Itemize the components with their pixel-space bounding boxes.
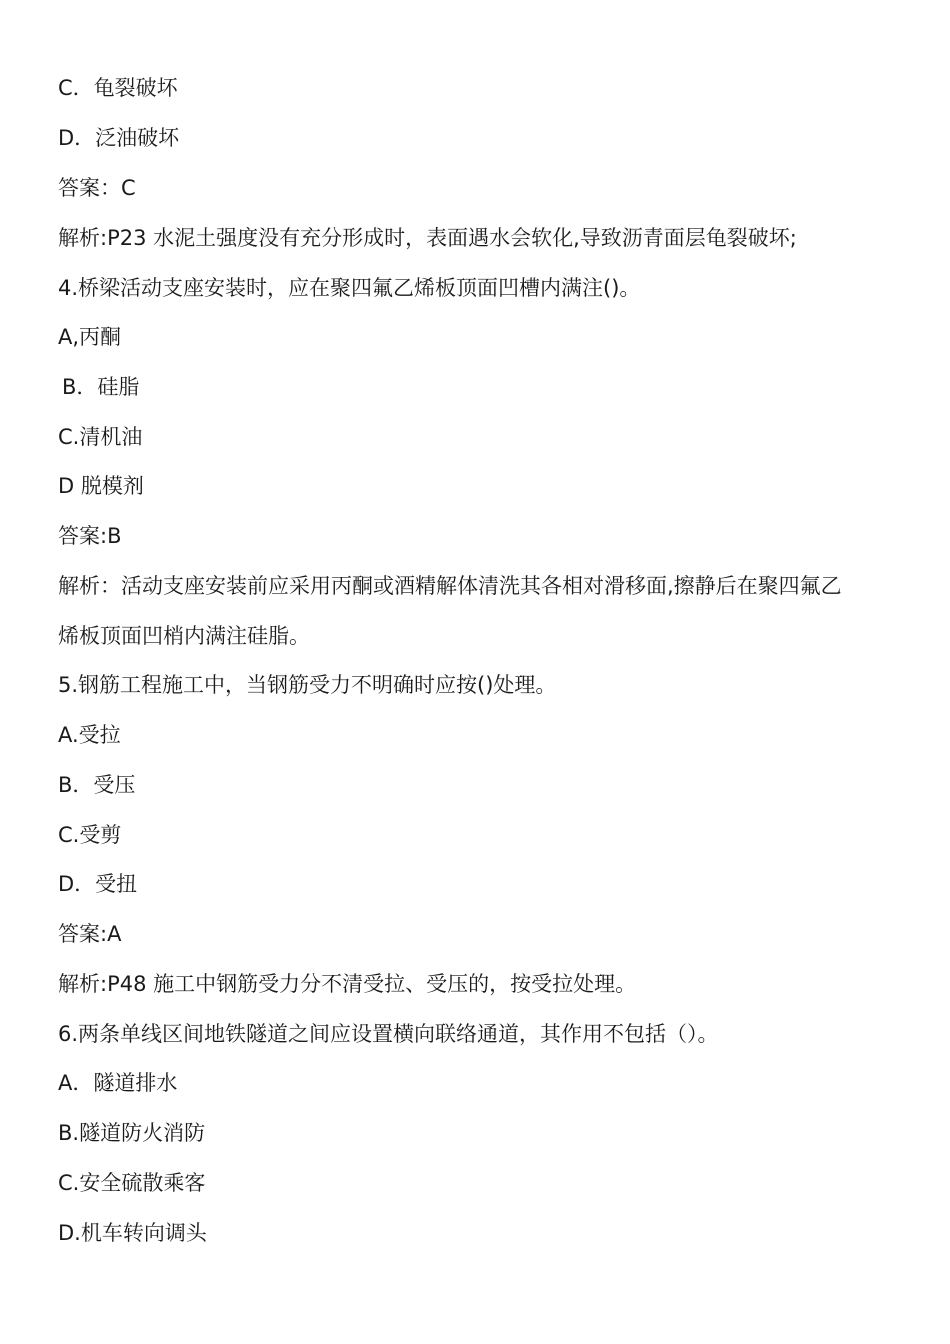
option-b-q6: B.隧道防火消防 xyxy=(58,1121,206,1145)
option-c-q4: C.清机油 xyxy=(58,425,143,449)
option-c-q6: C.安全硫散乘客 xyxy=(58,1171,206,1195)
option-a-q6: A．隧道排水 xyxy=(58,1071,178,1095)
option-d-q3: D．泛油破坏 xyxy=(58,126,180,150)
option-b-q4: B．硅脂 xyxy=(62,375,140,399)
option-a-q4: A,丙酮 xyxy=(58,325,122,349)
option-d-q4: D 脱模剂 xyxy=(58,474,144,498)
answer-q3: 答案：C xyxy=(58,176,136,200)
explanation-q4-line2: 烯板顶面凹梢内满注硅脂。 xyxy=(58,624,310,648)
explanation-q3: 解析:P23 水泥土强度没有充分形成时，表面遇水会软化,导致沥青面层龟裂破坏; xyxy=(58,226,797,250)
explanation-q5: 解析:P48 施工中钢筋受力分不清受拉、受压的，按受拉处理。 xyxy=(58,972,637,996)
option-d-q6: D.机车转向调头 xyxy=(58,1221,207,1245)
question-4: 4.桥梁活动支座安装时，应在聚四氟乙烯板顶面凹槽内满注()。 xyxy=(58,276,641,300)
option-c-q3: C．龟裂破坏 xyxy=(58,76,178,100)
option-b-q5: B．受压 xyxy=(58,773,136,797)
answer-q4: 答案:B xyxy=(58,524,122,548)
answer-q5: 答案:A xyxy=(58,922,122,946)
option-a-q5: A.受拉 xyxy=(58,723,121,747)
option-d-q5: D．受扭 xyxy=(58,872,138,896)
question-5: 5.钢筋工程施工中，当钢筋受力不明确时应按()处理。 xyxy=(58,673,557,697)
option-c-q5: C.受剪 xyxy=(58,823,122,847)
question-6: 6.两条单线区间地铁隧道之间应设置横向联络通道，其作用不包括（）。 xyxy=(58,1022,719,1046)
explanation-q4-line1: 解析：活动支座安装前应采用丙酮或酒精解体清洗其各相对滑移面,擦静后在聚四氟乙 xyxy=(58,574,842,598)
